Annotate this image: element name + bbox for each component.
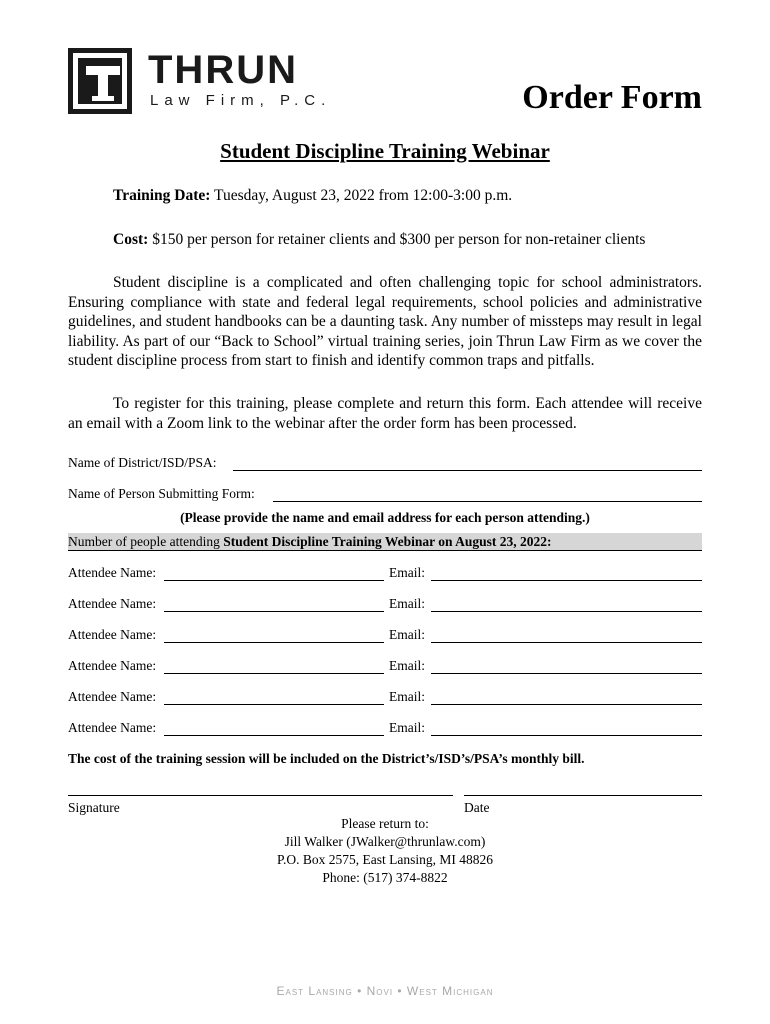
attendee-name-field[interactable]	[164, 642, 384, 643]
cost-line	[113, 230, 645, 250]
attendee-name-label: Attendee Name:	[68, 627, 157, 642]
cost-label: Cost:	[113, 231, 149, 248]
attendee-email-field[interactable]	[431, 611, 702, 612]
return-heading: Please return to:	[341, 816, 429, 831]
signature-field[interactable]	[68, 795, 453, 796]
attendee-instructions: (Please provide the name and email address for each person attending.)	[180, 510, 590, 525]
district-field[interactable]	[233, 470, 702, 471]
training-date-value: Tuesday, August 23, 2022 from 12:00-3:00 p.m.	[210, 187, 513, 204]
attendee-count-field[interactable]	[573, 533, 702, 550]
district-label: Name of District/ISD/PSA:	[68, 455, 217, 470]
return-phone: Phone: (517) 374-8822	[322, 870, 448, 885]
attendee-name-field[interactable]	[164, 704, 384, 705]
attendee-name-field[interactable]	[164, 611, 384, 612]
attendee-count-label-plain: Number of people attending	[68, 534, 224, 549]
attendee-email-label: Email:	[389, 596, 425, 611]
logo-t-emblem	[68, 48, 132, 114]
submitter-label: Name of Person Submitting Form:	[68, 486, 255, 501]
attendee-name-label: Attendee Name:	[68, 565, 157, 580]
attendee-count-label	[68, 533, 552, 550]
cost-value: $150 per person for retainer clients and $300 per person for non-retainer clients	[148, 231, 646, 248]
logo-firm-subtitle: Law Firm, P.C.	[150, 92, 332, 109]
registration-paragraph: To register for this training, please complete and return this form. Each attendee will receive an email with a Zoom link to the webinar after the order form has been processed.	[68, 395, 702, 432]
submitter-field[interactable]	[273, 501, 702, 502]
office-locations-footer: East Lansing • Novi • West Michigan	[276, 984, 494, 998]
attendee-name-label: Attendee Name:	[68, 658, 157, 673]
attendee-name-label: Attendee Name:	[68, 689, 157, 704]
signature-label: Signature	[68, 800, 120, 815]
attendee-email-label: Email:	[389, 689, 425, 704]
attendee-email-label: Email:	[389, 658, 425, 673]
attendee-name-field[interactable]	[164, 580, 384, 581]
date-field[interactable]	[464, 795, 702, 796]
training-date-line	[113, 186, 512, 206]
return-contact: Jill Walker (JWalker@thrunlaw.com)	[284, 834, 486, 849]
attendee-count-label-bold: Student Discipline Training Webinar on August 23, 2022:	[223, 534, 552, 549]
attendee-email-field[interactable]	[431, 735, 702, 736]
attendee-name-field[interactable]	[164, 735, 384, 736]
webinar-title: Student Discipline Training Webinar	[220, 139, 550, 163]
attendee-email-label: Email:	[389, 565, 425, 580]
billing-note: The cost of the training session will be included on the District’s/ISD’s/PSA’s monthly bill.	[68, 751, 585, 766]
return-address	[0, 815, 770, 887]
attendee-email-field[interactable]	[431, 673, 702, 674]
training-date-label: Training Date:	[113, 187, 211, 204]
attendee-name-field[interactable]	[164, 673, 384, 674]
attendee-email-label: Email:	[389, 720, 425, 735]
attendee-count-row	[68, 533, 702, 551]
attendee-name-label: Attendee Name:	[68, 596, 157, 611]
attendee-email-field[interactable]	[431, 642, 702, 643]
logo-firm-name: THRUN	[148, 48, 298, 92]
description-paragraph: Student discipline is a complicated and often challenging topic for school administrators. Ensuring compliance with state and federal legal requirements, school policies and administrative guidelines, and student handbooks can be a daunting task. Any number of missteps may result in legal liability. As part of our “Back to School” virtual training series, join Thrun Law Firm as we cover the student discipline process from start to finish and identify common traps and pitfalls.	[68, 274, 702, 370]
attendee-name-label: Attendee Name:	[68, 720, 157, 735]
attendee-email-field[interactable]	[431, 704, 702, 705]
date-label: Date	[464, 800, 490, 815]
page-title: Order Form	[522, 79, 702, 116]
attendee-email-label: Email:	[389, 627, 425, 642]
return-po-box: P.O. Box 2575, East Lansing, MI 48826	[277, 852, 493, 867]
attendee-email-field[interactable]	[431, 580, 702, 581]
